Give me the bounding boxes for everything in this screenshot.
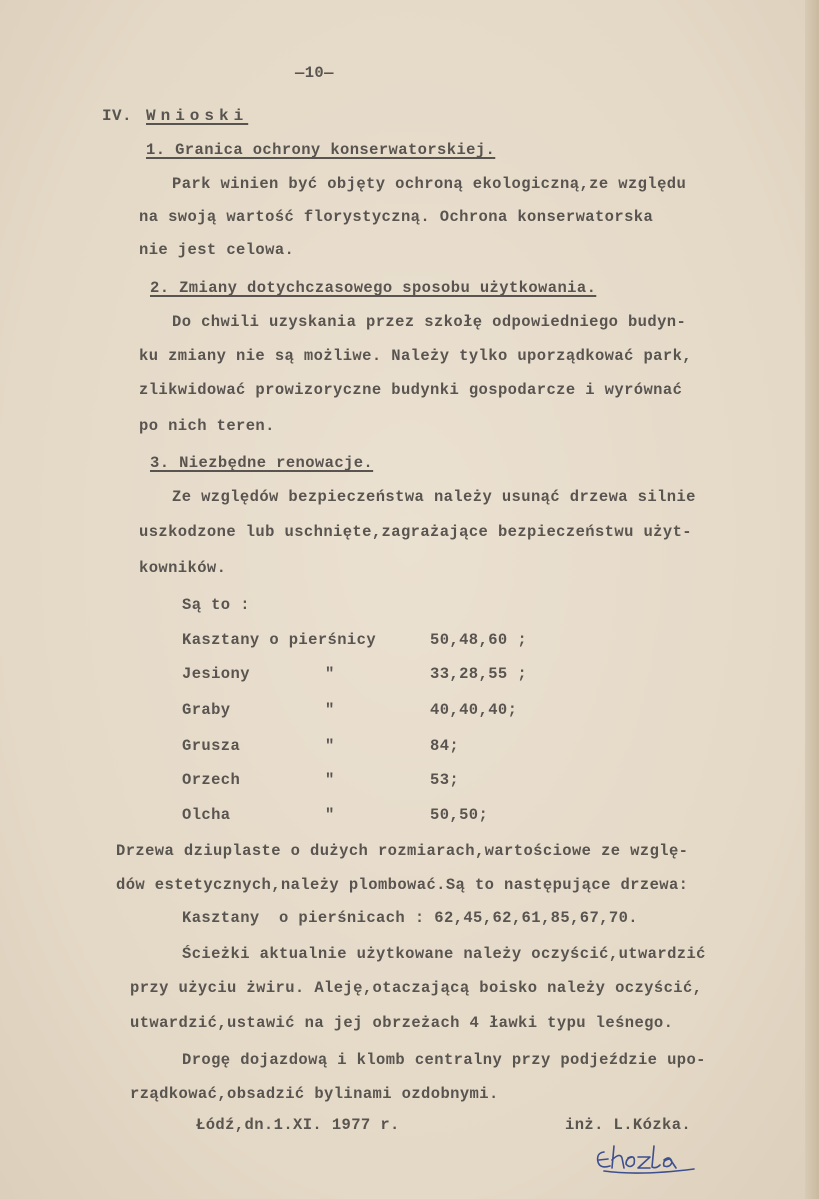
tree-values: 53;: [430, 771, 460, 789]
paragraph-line: ku zmiany nie są możliwe. Należy tylko uporządkować park,: [139, 347, 692, 365]
page-marker: —10—: [295, 64, 334, 82]
tree-name: Graby: [182, 701, 231, 719]
subsection-2-heading: 2. Zmiany dotychczasowego sposobu użytkowania.: [150, 279, 597, 297]
signature: [590, 1138, 710, 1178]
ditto-mark: ": [325, 806, 335, 824]
tree-name: Olcha: [182, 806, 231, 824]
ditto-mark: ": [325, 665, 335, 683]
subsection-1-heading: 1. Granica ochrony konserwatorskiej.: [146, 141, 496, 159]
ditto-mark: ": [325, 701, 335, 719]
paragraph-line: Drogę dojazdową i klomb centralny przy podjeździe upo-: [182, 1051, 706, 1069]
paragraph-line: na swoją wartość florystyczną. Ochrona konserwatorska: [139, 208, 654, 226]
list-intro: Są to :: [182, 596, 250, 614]
paragraph-line: po nich teren.: [139, 417, 275, 435]
paragraph-line: Do chwili uzyskania przez szkołę odpowiedniego budyn-: [172, 313, 687, 331]
tree-values: 84;: [430, 737, 460, 755]
ditto-mark: ": [325, 737, 335, 755]
paragraph-line: nie jest celowa.: [139, 241, 295, 259]
paragraph-line: Drzewa dziuplaste o dużych rozmiarach,wartościowe ze wzglę-: [116, 842, 689, 860]
place-date: Łódź,dn.1.XI. 1977 r.: [196, 1116, 400, 1134]
tree-values: 40,40,40;: [430, 701, 518, 719]
tree-values: 33,28,55 ;: [430, 665, 528, 683]
tree-name: Kasztany o pierśnicy: [182, 631, 377, 649]
tree-name: Jesiony: [182, 665, 250, 683]
page-edge: [805, 0, 819, 1199]
paragraph-line: uszkodzone lub uschnięte,zagrażające bezpieczeństwu użyt-: [139, 523, 692, 541]
author-name: inż. L.Kózka.: [565, 1116, 692, 1134]
ditto-mark: ": [325, 771, 335, 789]
section-number: IV.: [102, 107, 133, 125]
tree-name: Orzech: [182, 771, 241, 789]
paragraph-line: zlikwidować prowizoryczne budynki gospodarcze i wyrównać: [139, 381, 683, 399]
paragraph-line: rządkować,obsadzić bylinami ozdobnymi.: [130, 1085, 499, 1103]
paragraph-line: Ze względów bezpieczeństwa należy usunąć drzewa silnie: [172, 488, 696, 506]
paragraph-line: dów estetycznych,należy plombować.Są to następujące drzewa:: [116, 876, 689, 894]
paragraph-line: utwardzić,ustawić na jej obrzeżach 4 ławki typu leśnego.: [130, 1014, 674, 1032]
tree-name: Grusza: [182, 737, 241, 755]
tree-values: 50,48,60 ;: [430, 631, 528, 649]
paragraph-line: Ścieżki aktualnie użytkowane należy oczyścić,utwardzić: [182, 945, 706, 963]
tree-values: 50,50;: [430, 806, 489, 824]
paragraph-line: przy użyciu żwiru. Aleję,otaczającą boisko należy oczyścić,: [130, 979, 703, 997]
section-title: Wnioski: [146, 107, 249, 125]
subsection-3-heading: 3. Niezbędne renowacje.: [150, 454, 374, 472]
chestnuts-line: Kasztany o pierśnicach : 62,45,62,61,85,67,70.: [182, 909, 638, 927]
paragraph-line: kowników.: [139, 559, 227, 577]
paragraph-line: Park winien być objęty ochroną ekologiczną,ze względu: [172, 175, 687, 193]
